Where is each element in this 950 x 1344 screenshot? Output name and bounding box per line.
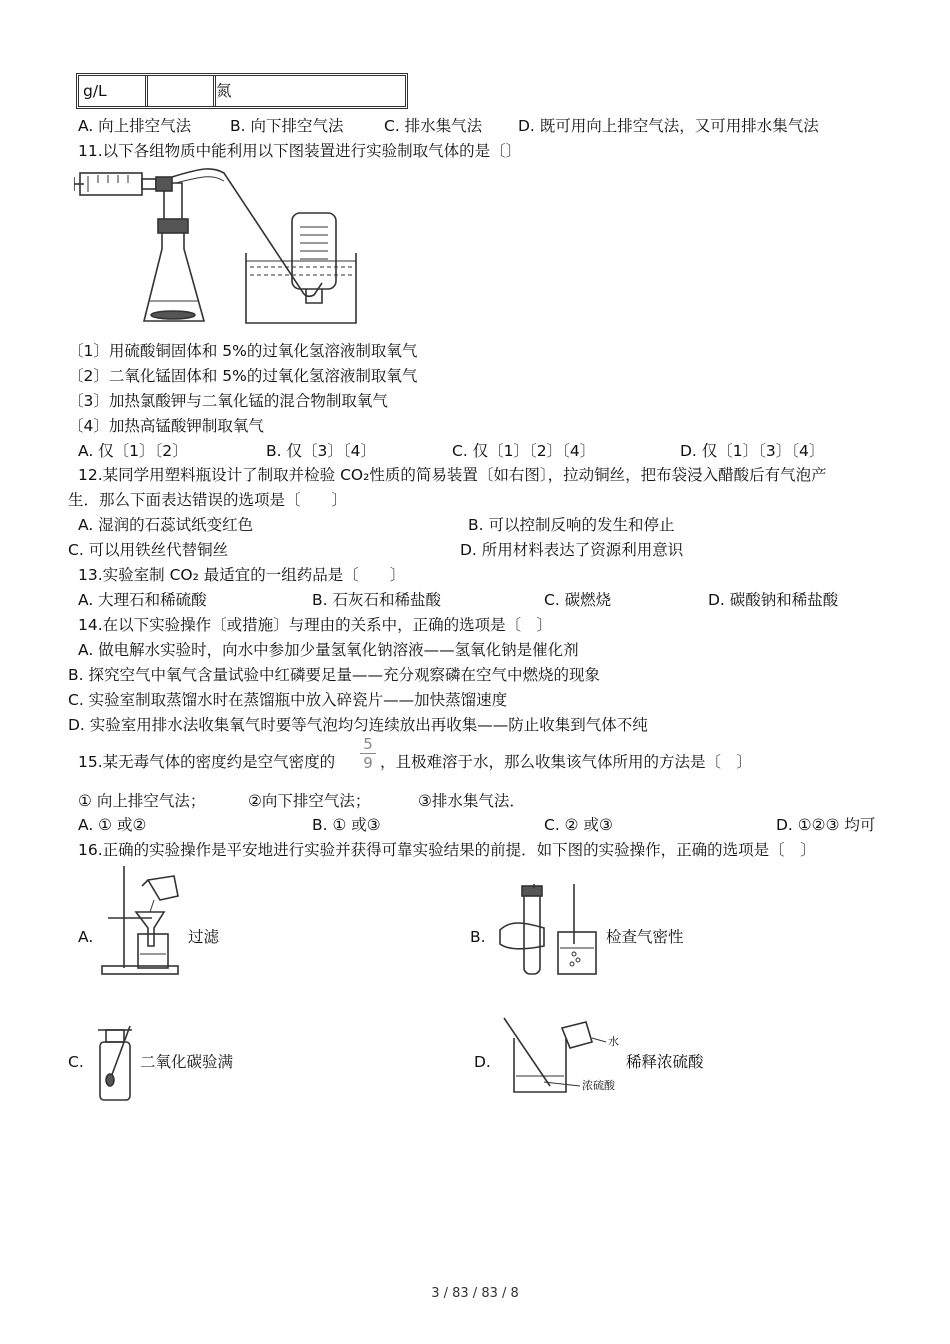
q10-option-a: A. 向上排空气法 — [78, 117, 192, 135]
q16-option-b-letter: B. — [470, 928, 486, 946]
q11-stem: 11.以下各组物质中能利用以下图装置进行实验制取气体的是〔〕 — [78, 142, 522, 160]
q15-stem-part1: 15.某无毒气体的密度约是空气密度的 — [78, 753, 336, 771]
q13-option-b: B. 石灰石和稀盐酸 — [312, 591, 441, 609]
q14-option-b: B. 探究空气中氧气含量试验中红磷要足量——充分观察磷在空气中燃烧的现象 — [68, 666, 600, 684]
q11-option-c: C. 仅〔1〕〔2〕〔4〕 — [452, 442, 596, 460]
q11-option-b: B. 仅〔3〕〔4〕 — [266, 442, 376, 460]
q13-option-d: D. 碳酸钠和稀盐酸 — [708, 591, 839, 609]
q12-option-b: B. 可以控制反响的发生和停止 — [468, 516, 675, 534]
q15-option-b: B. ① 或③ — [312, 816, 381, 834]
q16-option-d-letter: D. — [474, 1053, 491, 1071]
co2-full-check-figure — [94, 1022, 142, 1104]
q10-option-c: C. 排水集气法 — [384, 117, 483, 135]
q16-option-d-label: 稀释浓硫酸 — [626, 1053, 704, 1071]
q15-method-3: ③排水集气法． — [418, 792, 525, 810]
q16-option-b-label: 检查气密性 — [606, 928, 684, 946]
fraction-numerator: 5 — [363, 735, 373, 753]
q12-option-d: D. 所用材料表达了资源利用意识 — [460, 541, 684, 559]
q15-option-c: C. ② 或③ — [544, 816, 613, 834]
q16-option-a-label: 过滤 — [188, 928, 220, 946]
table-cell-unit: g/L — [83, 82, 107, 100]
table-cell-nitrogen: 氮 — [216, 82, 232, 100]
q11-option-a: A. 仅〔1〕〔2〕 — [78, 442, 188, 460]
q13-option-c: C. 碳燃烧 — [544, 591, 612, 609]
q12-stem-line1: 12.某同学用塑料瓶设计了制取并检验 CO₂性质的简易装置〔如右图〕，拉动铜丝，把布袋浸入醋酸后有气泡产 — [78, 466, 827, 484]
q14-option-a: A. 做电解水实验时，向水中参加少量氢氧化钠溶液——氢氧化钠是催化剂 — [78, 641, 579, 659]
q10-option-b: B. 向下排空气法 — [230, 117, 344, 135]
q11-item-3: 〔3〕加热氯酸钾与二氧化锰的混合物制取氧气 — [68, 392, 388, 410]
q13-stem: 13.实验室制 CO₂ 最适宜的一组药品是〔 〕 — [78, 566, 406, 584]
q15-method-2: ②向下排空气法； — [248, 792, 371, 810]
q14-option-d: D. 实验室用排水法收集氧气时要等气泡均匀连续放出再收集——防止收集到气体不纯 — [68, 716, 648, 734]
q16-option-a-letter: A. — [78, 928, 94, 946]
q14-stem: 14.在以下实验操作〔或措施〕与理由的关系中，正确的选项是〔 〕 — [78, 616, 553, 634]
q16-acid-label: 浓硫酸 — [582, 1079, 615, 1092]
fraction-five-ninths — [360, 736, 376, 771]
q16-option-c-label: 二氧化碳验满 — [140, 1053, 234, 1071]
q16-water-label: 水 — [608, 1035, 619, 1048]
page-footer: 3 / 83 / 83 / 8 — [431, 1286, 519, 1301]
q15-option-a: A. ① 或② — [78, 816, 147, 834]
q16-stem: 16.正确的实验操作是平安地进行实验并获得可靠实验结果的前提．如下图的实验操作，正确的选项是〔 〕 — [78, 841, 816, 859]
q10-option-d: D. 既可用向上排空气法，又可用排水集气法 — [518, 117, 819, 135]
q14-option-c: C. 实验室制取蒸馏水时在蒸馏瓶中放入碎瓷片——加快蒸馏速度 — [68, 691, 508, 709]
q15-method-1: ① 向上排空气法； — [78, 792, 206, 810]
q11-item-1: 〔1〕用硫酸铜固体和 5%的过氧化氢溶液制取氧气 — [68, 342, 418, 360]
q15-stem-part2: ，且极难溶于水，那么收集该气体所用的方法是〔 〕 — [380, 753, 753, 771]
q13-option-a: A. 大理石和稀硫酸 — [78, 591, 207, 609]
data-table-fragment — [76, 73, 408, 109]
q11-item-4: 〔4〕加热高锰酸钾制取氧气 — [68, 417, 264, 435]
q16-option-c-letter: C. — [68, 1053, 84, 1071]
q15-option-d: D. ①②③ 均可 — [776, 816, 876, 834]
airtightness-check-figure — [494, 884, 604, 980]
q11-item-2: 〔2〕二氧化锰固体和 5%的过氧化氢溶液制取氧气 — [68, 367, 418, 385]
q12-option-a: A. 湿润的石蕊试纸变红色 — [78, 516, 254, 534]
q11-option-d: D. 仅〔1〕〔3〕〔4〕 — [680, 442, 825, 460]
syringe-flask-apparatus-figure — [74, 163, 364, 333]
q12-option-c: C. 可以用铁丝代替铜丝 — [68, 541, 229, 559]
q12-stem-line2: 生．那么下面表达错误的选项是〔 〕 — [68, 491, 348, 509]
filtration-figure — [98, 864, 188, 976]
fraction-denominator: 9 — [363, 754, 373, 772]
